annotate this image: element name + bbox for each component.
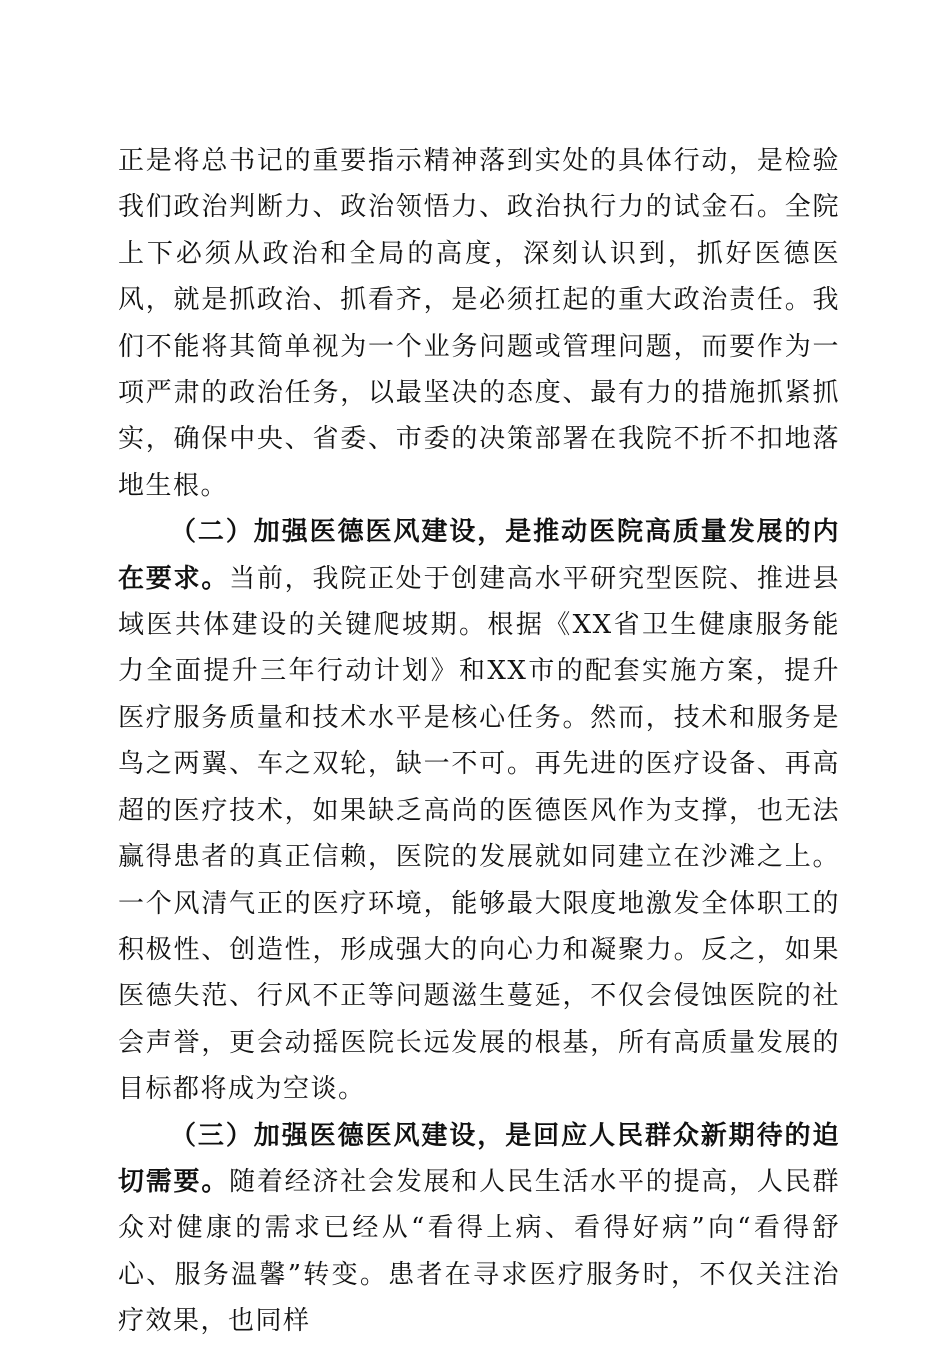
- paragraph-text: 随着经济社会发展和人民生活水平的提高，人民群众对健康的需求已经从“看得上病、看得好病”向“看得舒心、服务温馨”转变。患者在寻求医疗服务时，不仅关注治疗效果，也同样: [118, 1166, 840, 1337]
- document-body: [118, 138, 840, 1345]
- paragraph-section-2: [118, 509, 840, 1112]
- paragraph-text: 正是将总书记的重要指示精神落到实处的具体行动，是检验我们政治判断力、政治领悟力、政治执行力的试金石。全院上下必须从政治和全局的高度，深刻认识到，抓好医德医风，就是抓政治、抓看齐，是必须扛起的重大政治责任。我们不能将其简单视为一个业务问题或管理问题，而要作为一项严肃的政治任务，以最坚决的态度、最有力的措施抓紧抓实，确保中央、省委、市委的决策部署在我院不折不扣地落地生根。: [118, 146, 840, 501]
- section-heading: （二）加强医德医风建设，是推动医院高质量发展的内在要求。: [118, 517, 840, 594]
- paragraph-text: 当前，我院正处于创建高水平研究型医院、推进县域医共体建设的关键爬坡期。根据《XX省卫生健康服务能力全面提升三年行动计划》和XX市的配套实施方案，提升医疗服务质量和技术水平是核心任务。然而，技术和服务是鸟之两翼、车之双轮，缺一不可。再先进的医疗设备、再高超的医疗技术，如果缺乏高尚的医德医风作为支撑，也无法赢得患者的真正信赖，医院的发展就如同建立在沙滩之上。一个风清气正的医疗环境，能够最大限度地激发全体职工的积极性、创造性，形成强大的向心力和凝聚力。反之，如果医德失范、行风不正等问题滋生蔓延，不仅会侵蚀医院的社会声誉，更会动摇医院长远发展的根基，所有高质量发展的目标都将成为空谈。: [118, 563, 840, 1105]
- section-heading: （三）加强医德医风建设，是回应人民群众新期待的迫切需要。: [118, 1120, 840, 1197]
- paragraph-continuation: [118, 138, 840, 509]
- paragraph-section-3: [118, 1113, 840, 1345]
